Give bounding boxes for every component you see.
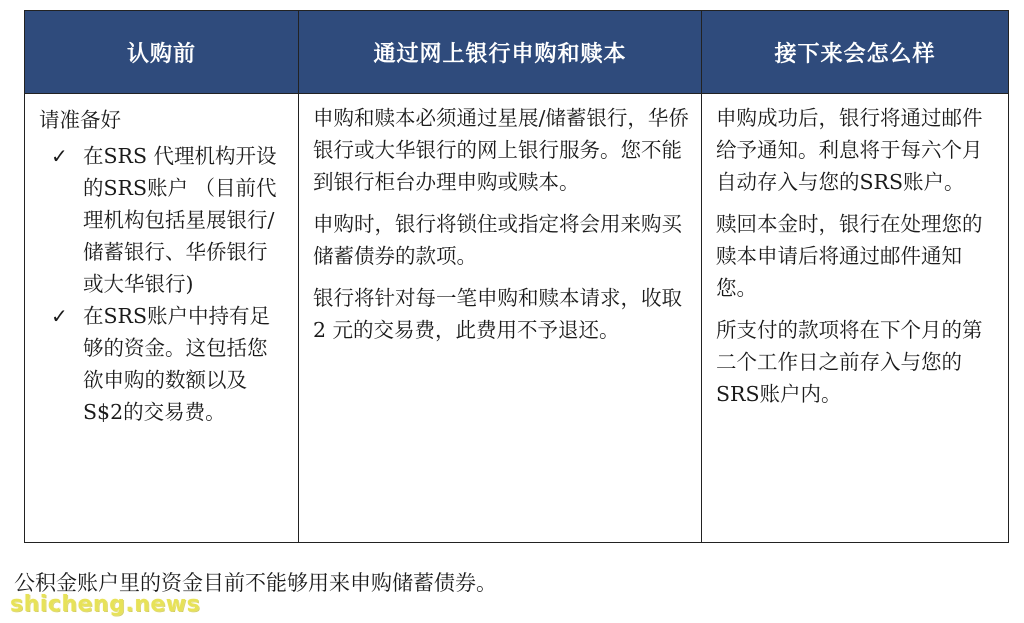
content-row xyxy=(25,94,1009,543)
header-before-subscription: 认购前 xyxy=(25,11,299,94)
info-table xyxy=(24,10,1009,543)
header-row xyxy=(25,11,1009,94)
paragraph: 申购成功后，银行将通过邮件给予通知。利息将于每六个月自动存入与您的SRS账户。 xyxy=(716,106,983,194)
checklist xyxy=(39,140,286,428)
checkmark-icon: ✓ xyxy=(51,304,68,328)
checklist-item-text: 在SRS账户中持有足够的资金。这包括您欲申购的数额以及S$2的交易费。 xyxy=(83,304,271,424)
paragraph: 赎回本金时，银行在处理您的赎本申请后将通过邮件通知您。 xyxy=(716,212,983,300)
cell-online-banking xyxy=(299,94,702,543)
cell-what-happens-next xyxy=(702,94,1009,543)
watermark-logo: shicheng.news xyxy=(10,592,201,617)
paragraph: 银行将针对每一笔申购和赎本请求，收取 2 元的交易费，此费用不予退还。 xyxy=(313,286,682,342)
header-online-banking: 通过网上银行申购和赎本 xyxy=(299,11,702,94)
cell-before-subscription xyxy=(25,94,299,543)
paragraph: 申购时，银行将锁住或指定将会用来购买储蓄债券的款项。 xyxy=(313,212,682,268)
prepare-label: 请准备好 xyxy=(39,108,121,132)
checklist-item-text: 在SRS 代理机构开设的SRS账户 （目前代理机构包括星展银行/储蓄银行、华侨银行或大华银行) xyxy=(83,144,277,296)
paragraph: 申购和赎本必须通过星展/储蓄银行，华侨银行或大华银行的网上银行服务。您不能到银行柜台办理申购或赎本。 xyxy=(313,106,689,194)
checkmark-icon: ✓ xyxy=(51,144,68,168)
header-what-happens-next: 接下来会怎么样 xyxy=(702,11,1009,94)
checklist-item xyxy=(39,300,286,428)
paragraph: 所支付的款项将在下个月的第二个工作日之前存入与您的SRS账户内。 xyxy=(716,318,983,406)
checklist-item xyxy=(39,140,286,300)
footer-note: 公积金账户里的资金目前不能够用来申购储蓄债券。 xyxy=(14,571,497,595)
